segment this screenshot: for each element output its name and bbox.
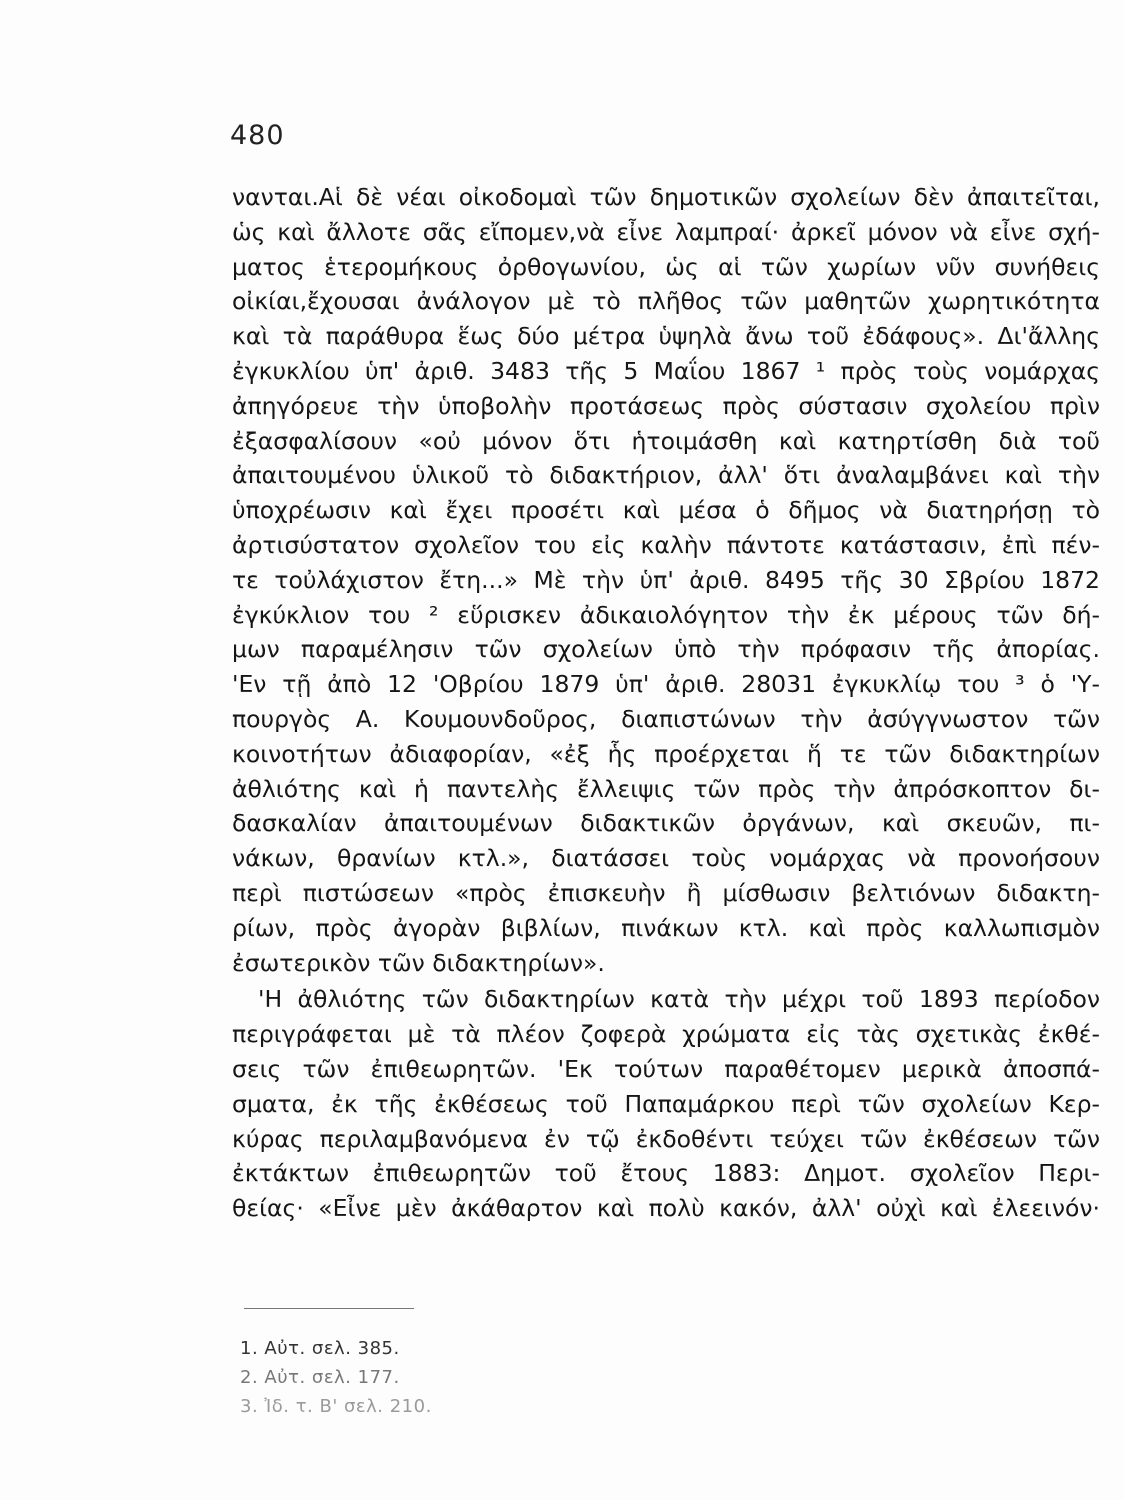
footnotes: [240, 1334, 640, 1421]
footnote: 1. Αὐτ. σελ. 385.: [240, 1338, 400, 1359]
text-line: ἐσωτερικὸν τῶν διδακτηρίων».: [232, 948, 605, 977]
text-line: περιγράφεται μὲ τὰ πλέον ζοφερὰ χρώματα εἰς τὰς σχετικὰς ἐκθέ-: [232, 1020, 1100, 1049]
text-line: 'Η ἀθλιότης τῶν διδακτηρίων κατὰ τὴν μέχρι τοῦ 1893 περίοδον: [258, 985, 1100, 1014]
text-line: θείας· «Εἶνε μὲν ἀκάθαρτον καὶ πολὺ κακόν, ἀλλ' οὐχὶ καὶ ἐλεεινόν·: [232, 1194, 1100, 1223]
footnote-divider: [244, 1308, 414, 1309]
text-line: κύρας περιλαμβανόμενα ἐν τῷ ἐκδοθέντι τεύχει τῶν ἐκθέσεων τῶν: [232, 1124, 1100, 1153]
text-line: 'Εν τῇ ἀπὸ 12 'Οβρίου 1879 ὑπ' ἀριθ. 28031 ἐγκυκλίῳ του ³ ὁ 'Υ-: [232, 670, 1100, 699]
main-text: [232, 180, 1100, 1226]
text-line: ρίων, πρὸς ἀγορὰν βιβλίων, πινάκων κτλ. καὶ πρὸς καλλωπισμὸν: [232, 913, 1100, 942]
text-line: ἐγκυκλίου ὑπ' ἀριθ. 3483 τῆς 5 Μαΐου 1867 ¹ πρὸς τοὺς νομάρχας: [232, 356, 1100, 385]
text-line: κοινοτήτων ἀδιαφορίαν, «ἐξ ἧς προέρχεται ἥ τε τῶν διδακτηρίων: [232, 739, 1100, 768]
text-line: πουργὸς Α. Κουμουνδοῦρος, διαπιστώνων τὴν ἀσύγγνωστον τῶν: [232, 704, 1100, 733]
text-line: σματα, ἐκ τῆς ἐκθέσεως τοῦ Παπαμάρκου περὶ τῶν σχολείων Κερ-: [232, 1089, 1100, 1118]
text-line: μων παραμέλησιν τῶν σχολείων ὑπὸ τὴν πρόφασιν τῆς ἀπορίας.: [232, 635, 1100, 664]
text-line: ἀπαιτουμένου ὑλικοῦ τὸ διδακτήριον, ἀλλ' ὅτι ἀναλαμβάνει καὶ τὴν: [232, 461, 1100, 490]
page-number: 480: [230, 120, 285, 151]
text-line: ἐκτάκτων ἐπιθεωρητῶν τοῦ ἔτους 1883: Δημοτ. σχολεῖον Περι-: [232, 1159, 1100, 1188]
footnote: 3. Ἰδ. τ. Β' σελ. 210.: [240, 1396, 432, 1417]
text-line: ὡς καὶ ἄλλοτε σᾶς εἴπομεν,νὰ εἶνε λαμπραί· ἀρκεῖ μόνον νὰ εἶνε σχή-: [232, 217, 1100, 246]
text-line: δασκαλίαν ἀπαιτουμένων διδακτικῶν ὀργάνων, καὶ σκευῶν, πι-: [232, 809, 1100, 838]
text-line: ἐγκύκλιον του ² εὕρισκεν ἀδικαιολόγητον τὴν ἐκ μέρους τῶν δή-: [232, 600, 1100, 629]
text-line: καὶ τὰ παράθυρα ἕως δύο μέτρα ὑψηλὰ ἄνω τοῦ ἐδάφους». Δι'ἄλλης: [232, 322, 1100, 351]
text-line: ἀθλιότης καὶ ἡ παντελὴς ἔλλειψις τῶν πρὸς τὴν ἀπρόσκοπτον δι-: [232, 774, 1100, 803]
text-line: ἀρτισύστατον σχολεῖον του εἰς καλὴν πάντοτε κατάστασιν, ἐπὶ πέν-: [232, 530, 1100, 559]
text-line: ἐξασφαλίσουν «οὐ μόνον ὅτι ἡτοιμάσθη καὶ κατηρτίσθη διὰ τοῦ: [232, 426, 1100, 455]
text-line: νανται.Αἱ δὲ νέαι οἰκοδομαὶ τῶν δημοτικῶν σχολείων δὲν ἀπαιτεῖται,: [232, 183, 1100, 211]
text-line: ἀπηγόρευε τὴν ὑποβολὴν προτάσεως πρὸς σύστασιν σχολείου πρὶν: [232, 391, 1100, 420]
text-line: σεις τῶν ἐπιθεωρητῶν. 'Εκ τούτων παραθέτομεν μερικὰ ἀποσπά-: [232, 1054, 1100, 1083]
text-line: οἰκίαι,ἔχουσαι ἀνάλογον μὲ τὸ πλῆθος τῶν μαθητῶν χωρητικότητα: [232, 287, 1100, 316]
text-line: τε τοὐλάχιστον ἔτη...» Μὲ τὴν ὑπ' ἀριθ. 8495 τῆς 30 Σβρίου 1872: [232, 565, 1100, 594]
text-line: ματος ἑτερομήκους ὀρθογωνίου, ὡς αἱ τῶν χωρίων νῦν συνήθεις: [232, 252, 1100, 281]
text-line: περὶ πιστώσεων «πρὸς ἐπισκευὴν ἢ μίσθωσιν βελτιόνων διδακτη-: [232, 878, 1100, 907]
footnote: 2. Αὐτ. σελ. 177.: [240, 1367, 400, 1388]
text-line: νάκων, θρανίων κτλ.», διατάσσει τοὺς νομάρχας νὰ προνοήσουν: [232, 844, 1100, 873]
text-line: ὑποχρέωσιν καὶ ἔχει προσέτι καὶ μέσα ὁ δῆμος νὰ διατηρήσῃ τὸ: [232, 496, 1100, 525]
